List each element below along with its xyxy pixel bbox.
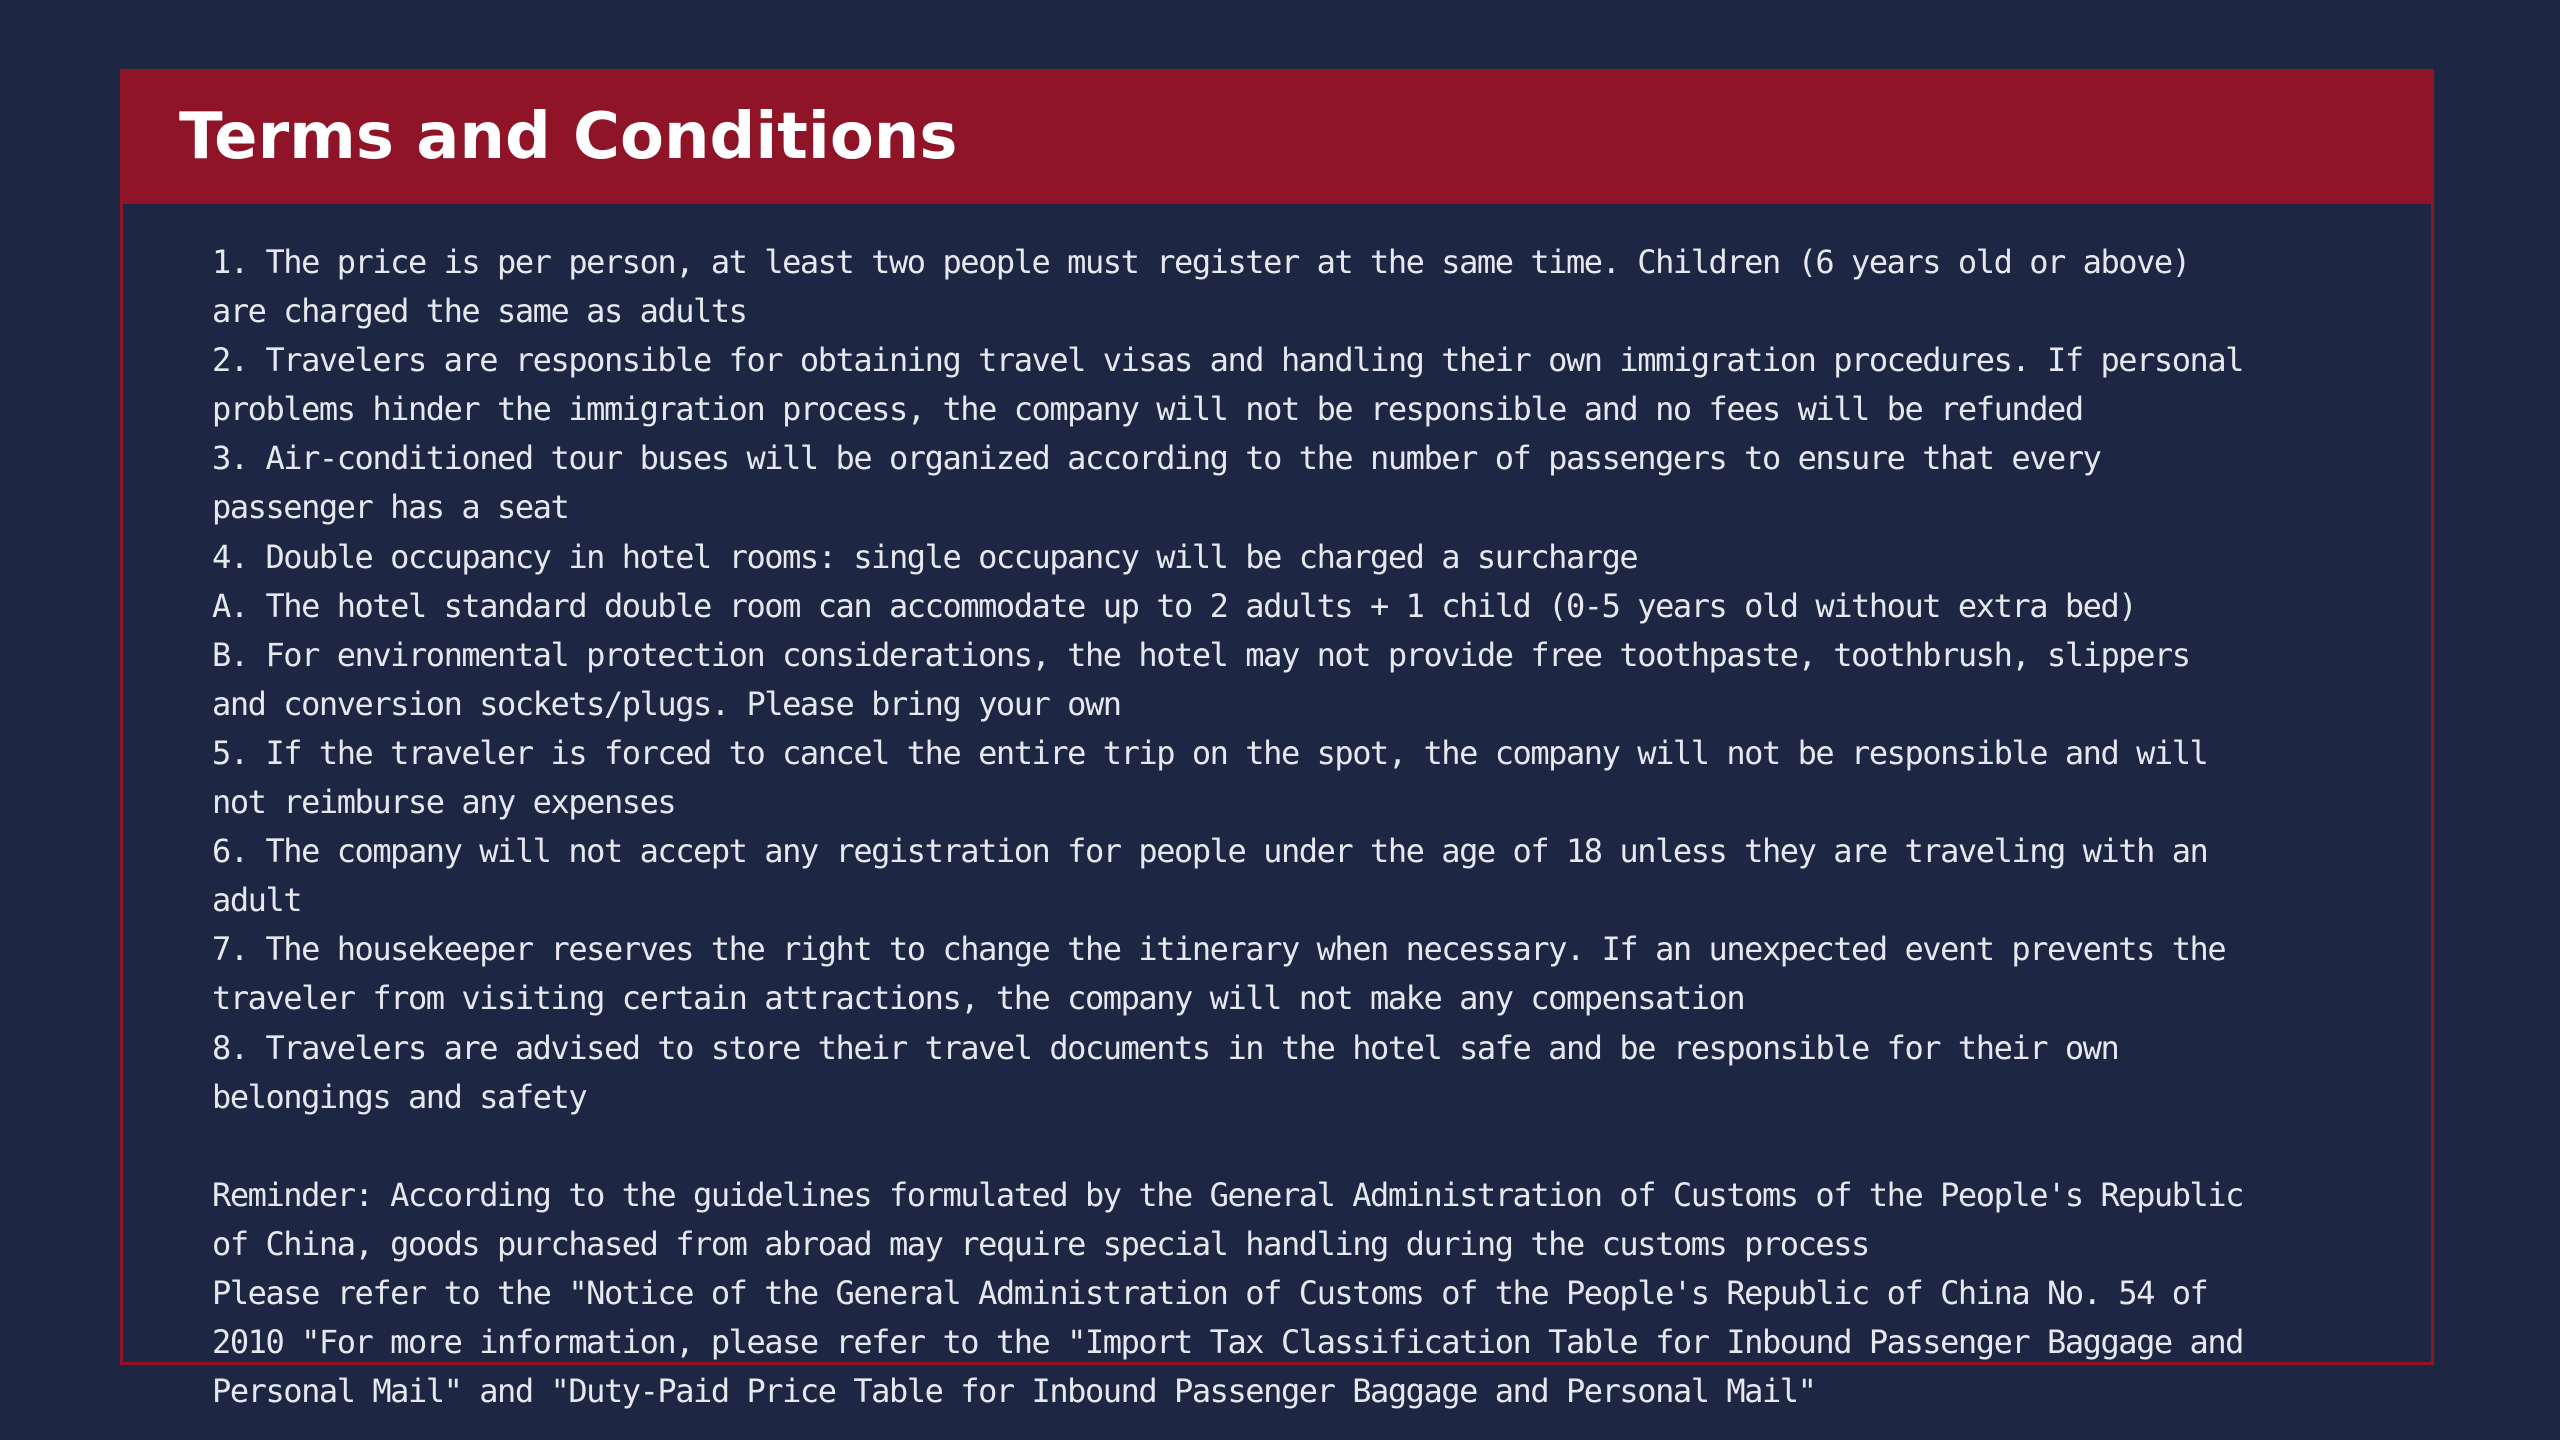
terms-line: belongings and safety bbox=[212, 1077, 587, 1116]
terms-line: 4. Double occupancy in hotel rooms: single occupancy will be charged a surcharge bbox=[212, 537, 1638, 576]
reminder-line: Personal Mail" and "Duty-Paid Price Table for Inbound Passenger Baggage and Personal Mail" bbox=[212, 1372, 1816, 1411]
reminder-line: Please refer to the "Notice of the General Administration of Customs of the People's Republic of China No. 54 of bbox=[212, 1273, 2208, 1312]
terms-line: 5. If the traveler is forced to cancel the entire trip on the spot, the company will not be responsible and will bbox=[212, 733, 2208, 772]
reminder-line: Reminder: According to the guidelines formulated by the General Administration of Customs of the People's Republic bbox=[212, 1175, 2243, 1214]
terms-line: adult bbox=[212, 881, 302, 920]
paragraph-spacer bbox=[212, 1122, 2362, 1171]
terms-body bbox=[212, 238, 2362, 1440]
terms-line: traveler from visiting certain attractions, the company will not make any compensation bbox=[212, 979, 1745, 1018]
terms-line: 3. Air-conditioned tour buses will be organized according to the number of passengers to ensure that every bbox=[212, 439, 2101, 478]
terms-line: 8. Travelers are advised to store their travel documents in the hotel safe and be responsible for their own bbox=[212, 1028, 2119, 1067]
terms-line: not reimburse any expenses bbox=[212, 783, 676, 822]
customs-reminder bbox=[212, 1171, 2362, 1416]
terms-list bbox=[212, 238, 2362, 1122]
page-title: Terms and Conditions bbox=[179, 100, 958, 174]
header-banner bbox=[120, 69, 2434, 204]
terms-line: 7. The housekeeper reserves the right to change the itinerary when necessary. If an unexpected event prevents the bbox=[212, 930, 2226, 969]
terms-line: 6. The company will not accept any registration for people under the age of 18 unless they are traveling with an bbox=[212, 832, 2208, 871]
terms-line: A. The hotel standard double room can accommodate up to 2 adults + 1 child (0-5 years old without extra bed) bbox=[212, 586, 2137, 625]
terms-line: B. For environmental protection considerations, the hotel may not provide free toothpaste, toothbrush, slippers bbox=[212, 635, 2190, 674]
terms-line: problems hinder the immigration process, the company will not be responsible and no fees will be refunded bbox=[212, 390, 2083, 429]
terms-line: passenger has a seat bbox=[212, 488, 569, 527]
reminder-line: 2010 "For more information, please refer to the "Import Tax Classification Table for Inbound Passenger Baggage and bbox=[212, 1323, 2243, 1362]
terms-line: 2. Travelers are responsible for obtaining travel visas and handling their own immigration procedures. If personal bbox=[212, 341, 2243, 380]
terms-line: 1. The price is per person, at least two people must register at the same time. Children (6 years old or above) bbox=[212, 243, 2190, 281]
terms-line: are charged the same as adults bbox=[212, 292, 747, 331]
terms-line: and conversion sockets/plugs. Please bring your own bbox=[212, 684, 1121, 723]
reminder-line: of China, goods purchased from abroad may require special handling during the customs process bbox=[212, 1224, 1869, 1263]
